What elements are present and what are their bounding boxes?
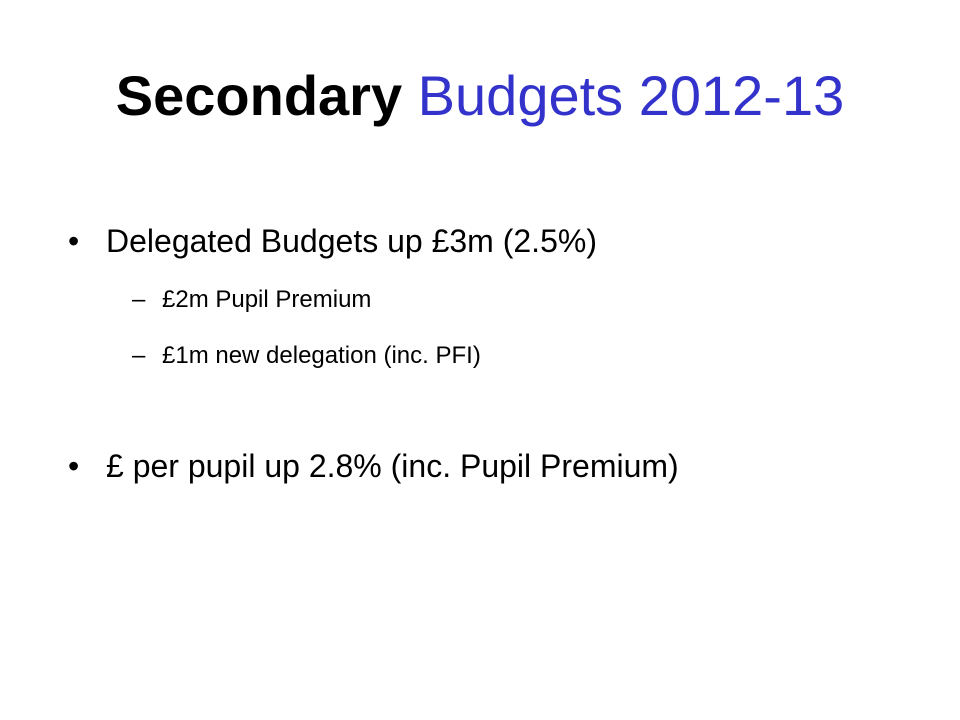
bullet-mark: • [68, 448, 80, 484]
sub-bullet-text: £2m Pupil Premium [162, 286, 372, 313]
bullet-text: Delegated Budgets up £3m (2.5%) [106, 223, 597, 259]
bullet-text: £ per pupil up 2.8% (inc. Pupil Premium) [106, 448, 679, 484]
subbullet-new-delegation [132, 341, 832, 371]
sub-bullet-mark: – [132, 286, 146, 313]
subbullet-pupil-premium [132, 285, 832, 315]
bullet-delegated-budgets [68, 221, 868, 261]
slide-title [0, 62, 960, 130]
bullet-per-pupil [68, 446, 918, 486]
sub-bullet-mark: – [132, 342, 146, 369]
title-accent: Budgets 2012-13 [417, 64, 845, 127]
sub-bullet-text: £1m new delegation (inc. PFI) [162, 342, 481, 369]
bullet-mark: • [68, 223, 80, 259]
title-strong: Secondary [115, 64, 403, 127]
